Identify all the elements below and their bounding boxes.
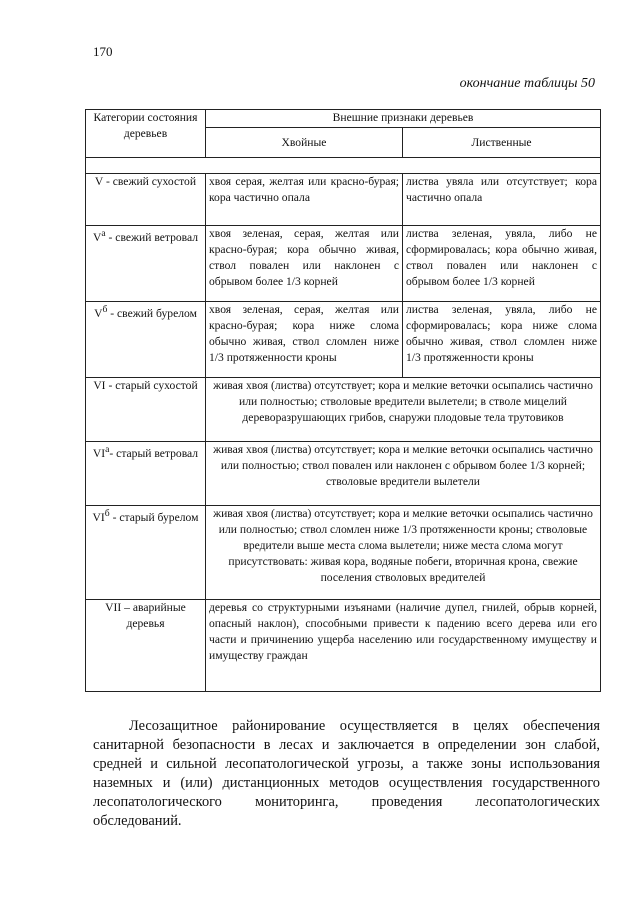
- deciduous-cell: листва увяла или отсутствует; кора частично опала: [403, 174, 601, 226]
- spacer-cell: [86, 158, 601, 174]
- page-number: 170: [93, 44, 113, 59]
- header-category: Категории состояния деревьев: [86, 110, 206, 158]
- conifer-cell: хвоя зеленая, серая, желтая или красно-бурая; кора ниже слома обычно живая, ствол сломлен ниже 1/3 протяженности кроны: [206, 302, 403, 378]
- table-header-row: [86, 110, 601, 128]
- body-paragraph: Лесозащитное районирование осуществляется в целях обеспечения санитарной безопасности в лесах и заключается в определении зон слабой, средней и сильной лесопатологической угрозы, а также зоны использования наземных и (или) дистанционных методов осуществления государственного лесопатологического мониторинга, проведения лесопатологических обследований.: [93, 718, 600, 829]
- merged-description-cell: живая хвоя (листва) отсутствует; кора и мелкие веточки осыпались частично или полностью; ствол сломлен ниже 1/3 протяженности кроны; стволовые вредители выше места слома вылетели; ниже места слома могут присутствовать: живая кора, водяные побеги, вторичная крона, свежие поселения стволовых вредителей: [206, 506, 601, 600]
- header-deciduous: Лиственные: [403, 128, 601, 158]
- category-main: V: [94, 306, 103, 320]
- category-cell: [86, 226, 206, 302]
- header-signs: Внешние признаки деревьев: [206, 110, 601, 128]
- header-conifer: Хвойные: [206, 128, 403, 158]
- category-rest: - старый бурелом: [109, 510, 199, 524]
- category-main: V: [92, 230, 102, 244]
- category-sup: б: [102, 304, 108, 315]
- tree-condition-table: [85, 109, 601, 692]
- category-rest: - старый ветровал: [109, 446, 199, 460]
- category-sup: а: [101, 228, 106, 239]
- merged-description-cell: деревья со структурными изъянами (наличие дупел, гнилей, обрыв корней, опасный наклон), способными привести к падению всего дерева или его части и причинению ущерба населению или государственному имуществу и имуществу граждан: [206, 600, 601, 692]
- table-spacer-row: [86, 158, 601, 174]
- merged-description-cell: живая хвоя (листва) отсутствует; кора и мелкие веточки осыпались частично или полностью; ствол повален или наклонен с обрывом более 1/3 корней; стволовые вредители вылетели: [206, 442, 601, 506]
- category-cell: [86, 506, 206, 600]
- deciduous-cell: листва зеленая, увяла, либо не сформировалась; кора обычно живая, ствол повален или наклонен с обрывом более 1/3 корней: [403, 226, 601, 302]
- category-rest: - свежий бурелом: [107, 306, 197, 320]
- category-main: VI: [92, 446, 106, 460]
- conifer-cell: хвоя зеленая, серая, желтая или красно-бурая; кора обычно живая, ствол повален или наклонен с обрывом более 1/3 корней: [206, 226, 403, 302]
- category-cell: VII – аварийные деревья: [86, 600, 206, 692]
- category-main: VI: [92, 510, 105, 524]
- category-cell: [86, 302, 206, 378]
- table-row: [86, 506, 601, 600]
- merged-description-cell: живая хвоя (листва) отсутствует; кора и мелкие веточки осыпались частично или полностью; стволовые вредители вылетели; в стволе мицелий дереворазрушающих грибов, снаружи плодовые тела трутовиков: [206, 378, 601, 442]
- table-row: [86, 302, 601, 378]
- category-rest: - свежий ветровал: [105, 230, 199, 244]
- category-sup: а: [105, 444, 110, 455]
- category-cell: VI - старый сухостой: [86, 378, 206, 442]
- conifer-cell: хвоя серая, желтая или красно-бурая; кора частично опала: [206, 174, 403, 226]
- table-row: [86, 378, 601, 442]
- table-row: [86, 442, 601, 506]
- table-row: [86, 174, 601, 226]
- category-cell: [86, 442, 206, 506]
- category-sup: б: [104, 508, 110, 519]
- table-row: [86, 226, 601, 302]
- category-cell: V - свежий сухостой: [86, 174, 206, 226]
- deciduous-cell: листва зеленая, увяла, либо не сформировалась; кора ниже слома обычно живая, ствол сломлен ниже 1/3 протяженности кроны: [403, 302, 601, 378]
- table-row: [86, 600, 601, 692]
- table-caption: окончание таблицы 50: [459, 76, 595, 91]
